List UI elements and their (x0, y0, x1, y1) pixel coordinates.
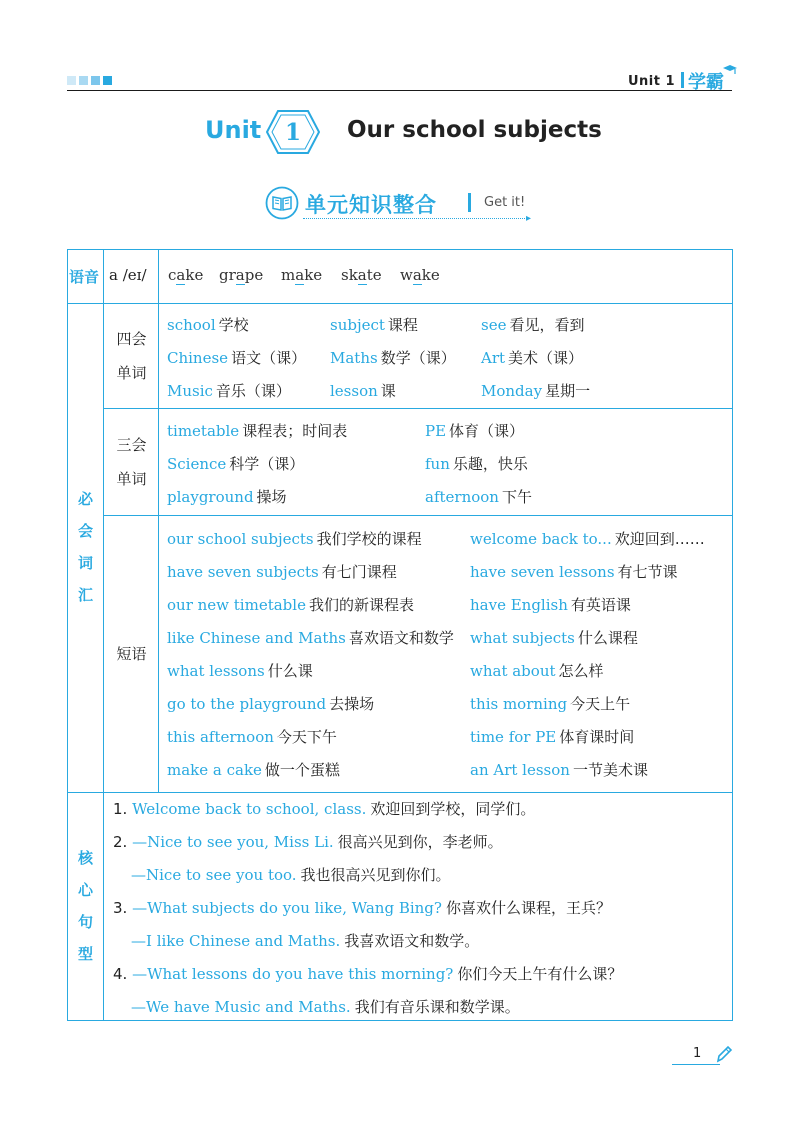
phrase-entry: what subjects 什么课程 (470, 629, 638, 647)
phrases-label: 短语 (116, 645, 147, 663)
row-divider (67, 792, 733, 793)
section-divider (468, 193, 471, 212)
vocab-entry: lesson 课 (330, 382, 396, 400)
unit-number: 1 (284, 118, 301, 146)
sentence-line: —We have Music and Maths. 我们有音乐课和数学课。 (131, 998, 520, 1016)
section-title: 单元知识整合 (305, 193, 437, 217)
phrase-entry: our school subjects 我们学校的课程 (167, 530, 422, 548)
title-unit-word: Unit (205, 116, 262, 144)
page-title: Our school subjects (347, 117, 602, 143)
page-number-rule (672, 1064, 720, 1065)
vocab-entry: Monday 星期一 (481, 382, 591, 400)
vocab-entry: afternoon 下午 (425, 488, 532, 506)
row-divider (104, 408, 733, 409)
sentence-line: 3. —What subjects do you like, Wang Bing? 你喜欢什么课程，王兵？ (113, 899, 611, 917)
sentence-line: 2. —Nice to see you, Miss Li. 很高兴见到你，李老师。 (113, 833, 503, 851)
deco-square (103, 76, 112, 85)
phrase-entry: this morning 今天上午 (470, 695, 631, 713)
phonics-word: grape (219, 266, 264, 284)
vocab-entry: Chinese 语文（课） (167, 349, 307, 367)
phrase-entry: make a cake 做一个蛋糕 (167, 761, 340, 779)
header-rule (67, 90, 732, 91)
phrase-entry: an Art lesson 一节美术课 (470, 761, 648, 779)
sentence-line: 1. Welcome back to school, class. 欢迎回到学校，同学们。 (113, 800, 536, 818)
vocab-entry: fun 乐趣，快乐 (425, 455, 528, 473)
pencil-icon (715, 1044, 733, 1064)
vocab-entry: Maths 数学（课） (330, 349, 456, 367)
phrase-entry: like Chinese and Maths 喜欢语文和数学 (167, 629, 454, 647)
phrase-entry: time for PE 体育课时间 (470, 728, 635, 746)
brand-bar (681, 72, 684, 88)
col-divider (158, 249, 159, 303)
phrase-entry: our new timetable 我们的新课程表 (167, 596, 414, 614)
vocab-entry: see 看见，看到 (481, 316, 585, 334)
vocab-category: 必 会 词 汇 (77, 490, 93, 604)
phonics-word: wake (400, 266, 440, 284)
row-divider (67, 303, 733, 304)
header-unit-label: Unit 1 (627, 74, 675, 89)
vocab-entry: PE 体育（课） (425, 422, 525, 440)
phonics-word: cake (168, 266, 204, 284)
phonics-word: skate (341, 266, 382, 284)
section-dotted-rule (303, 218, 529, 219)
graduation-cap-icon (722, 63, 738, 77)
phrase-entry: have seven lessons 有七节课 (470, 563, 678, 581)
phrase-entry: this afternoon 今天下午 (167, 728, 337, 746)
phrase-entry: welcome back to... 欢迎回到…… (470, 530, 705, 548)
deco-square (67, 76, 76, 85)
arrow-right-icon: ▸ (526, 213, 532, 224)
sentences-category: 核 心 句 型 (77, 849, 93, 963)
page-number: 1 (693, 1046, 702, 1061)
four-skill-label: 四会 单词 (116, 330, 147, 382)
phrase-entry: have English 有英语课 (470, 596, 631, 614)
vocab-entry: subject 课程 (330, 316, 418, 334)
vocab-entry: Music 音乐（课） (167, 382, 291, 400)
brand-logo: 学霸 (688, 72, 724, 93)
phonics-category: 语音 (69, 268, 100, 286)
phrase-entry: what lessons 什么课 (167, 662, 313, 680)
row-divider (104, 515, 733, 516)
phrase-entry: go to the playground 去操场 (167, 695, 375, 713)
phonics-pattern: a /eɪ/ (109, 266, 147, 284)
section-subtitle: Get it! (484, 195, 526, 210)
phrase-entry: what about 怎么样 (470, 662, 604, 680)
sentence-line: —I like Chinese and Maths. 我喜欢语文和数学。 (131, 932, 480, 950)
three-skill-label: 三会 单词 (116, 436, 147, 488)
sentence-line: 4. —What lessons do you have this morning? 你们今天上午有什么课？ (113, 965, 623, 983)
book-icon (265, 186, 299, 220)
vocab-entry: playground 操场 (167, 488, 287, 506)
vocab-entry: timetable 课程表；时间表 (167, 422, 348, 440)
deco-square (91, 76, 100, 85)
phrase-entry: have seven subjects 有七门课程 (167, 563, 397, 581)
vocab-entry: Art 美术（课） (481, 349, 584, 367)
phonics-word: make (281, 266, 323, 284)
vocab-entry: school 学校 (167, 316, 249, 334)
vocab-entry: Science 科学（课） (167, 455, 305, 473)
header-decoration (67, 76, 112, 85)
deco-square (79, 76, 88, 85)
sentence-line: —Nice to see you too. 我也很高兴见到你们。 (131, 866, 451, 884)
